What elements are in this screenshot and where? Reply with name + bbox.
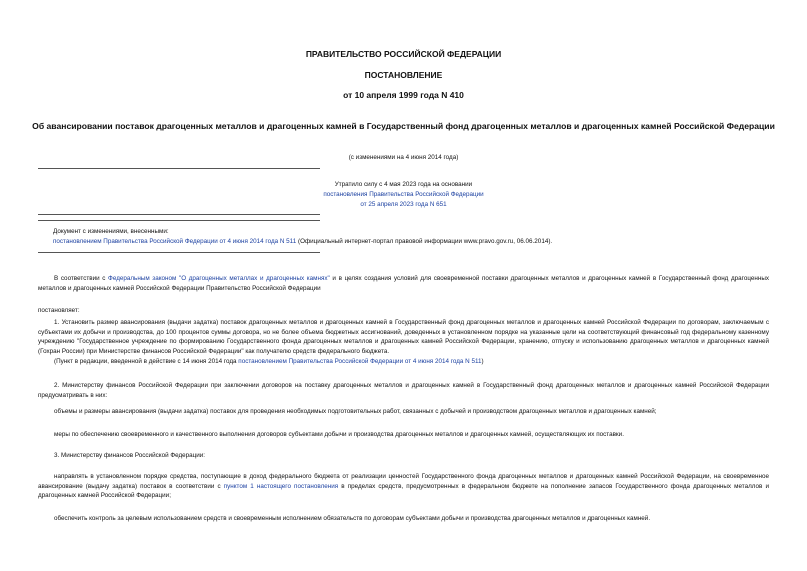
separator-line	[38, 214, 320, 215]
paragraph-2b: меры по обеспечению своевременного и качественного выполнения договоров субъектами добычи и производства драгоценных металлов и драгоценных камней, осуществляющих их поставки.	[54, 431, 624, 438]
lost-force-link-date[interactable]: от 25 апреля 2023 года N 651	[360, 201, 447, 208]
changes-label: Документ с изменениями, внесенными:	[53, 228, 169, 235]
note-close: )	[481, 358, 484, 365]
intro-text-tail: и в целях создания условий для своевременной поставки драгоценных металлов и драгоценных камней в Государственный фонд драгоценных металлов и драгоценных камней Российской Федерации Правительство Российской Федерации	[38, 275, 769, 292]
intro-paragraph	[38, 274, 769, 293]
changes-source: (Официальный интернет-портал правовой информации www.pravo.gov.ru, 06.06.2014).	[296, 238, 553, 245]
p3a-text: направлять в установленном порядке средства, поступающие в доход федерального бюджета от реализации ценностей Государственного фонда драгоценных металлов и драгоценных камней Российской Федерации, на своевременное авансирование (выдачу задатка) поставок в соответствии с	[38, 473, 769, 490]
p3a-text-tail: в пределах средств, предусмотренных в федеральном бюджете на пополнение запасов Государственного фонда драгоценных металлов и драгоценных камней Российской Федерации;	[38, 482, 769, 500]
paragraph-3b: обеспечить контроль за целевым использованием средств и своевременным исполнением обязательств по договорам субъектами добычи и производства драгоценных металлов и драгоценных камней.	[54, 515, 651, 522]
note-link[interactable]: постановлением Правительства Российской Федерации от 4 июня 2014 года N 511	[238, 358, 482, 365]
separator-line	[38, 220, 320, 221]
document-type: ПОСТАНОВЛЕНИЕ	[364, 70, 443, 80]
paragraph-3: 3. Министерству финансов Российской Федерации:	[54, 452, 206, 459]
separator-line	[38, 168, 320, 169]
document-date: от 10 апреля 1999 года N 410	[343, 90, 464, 100]
decides-line: постановляет:	[38, 307, 80, 314]
paragraph-2: 2. Министерству финансов Российской Федерации при заключении договоров на поставку драгоценных металлов и драгоценных камней в Государственный фонд драгоценных металлов и драгоценных камней Российской Федерации предусматривать в них:	[38, 382, 769, 399]
federal-law-link[interactable]: Федеральным законом "О драгоценных металлах и драгоценных камнях"	[108, 275, 330, 282]
changes-block	[53, 227, 552, 247]
paragraph-3a	[38, 472, 769, 501]
paragraph-1-note	[38, 357, 769, 367]
separator-line	[38, 252, 320, 253]
note-text: (Пункт в редакции, введенной в действие с 14 июня 2014 года	[54, 358, 239, 365]
document-title: Об авансировании поставок драгоценных металлов и драгоценных камней в Государственный фонд драгоценных металлов и драгоценных камней Российской Федерации	[32, 121, 775, 131]
issuer-heading: ПРАВИТЕЛЬСТВО РОССИЙСКОЙ ФЕДЕРАЦИИ	[305, 49, 502, 59]
paragraph-2a: объемы и размеры авансирования (выдачи задатка) поставок для проведения необходимых подготовительных работ, связанных с добычей и производством драгоценных металлов и драгоценных камней;	[54, 408, 657, 415]
changes-link[interactable]: постановлением Правительства Российской Федерации от 4 июня 2014 года N 511	[53, 238, 297, 245]
intro-text: В соответствии с	[54, 275, 109, 282]
lost-force-text: Утратило силу с 4 мая 2023 года на основании	[334, 181, 473, 188]
lost-force-link[interactable]: постановления Правительства Российской Федерации	[323, 191, 484, 198]
paragraph-1: 1. Установить размер авансирования (выдачи задатка) поставок драгоценных металлов и драгоценных камней в Государственный фонд драгоценных металлов и драгоценных камней Российской Федерации по договорам, заключаемым с субъектами их добычи и производства, до 100 процентов суммы договора, но не более объема бюджетных ассигнований, доведенных в установленном порядке на указанные цели на соответствующий финансовый год федеральному казенному учреждению "Государственное учреждение по формированию Государственного фонда драгоценных металлов и драгоценных камней Российской Федерации, хранению, отпуску и использованию драгоценных металлов и драгоценных камней (Гохран России) при Министерстве финансов Российской Федерации" как получателю средств федерального бюджета.	[38, 319, 769, 355]
lost-force-block	[0, 180, 807, 210]
point-1-link[interactable]: пунктом 1 настоящего постановления	[223, 482, 339, 490]
amendment-note: (с изменениями на 4 июня 2014 года)	[348, 154, 459, 161]
